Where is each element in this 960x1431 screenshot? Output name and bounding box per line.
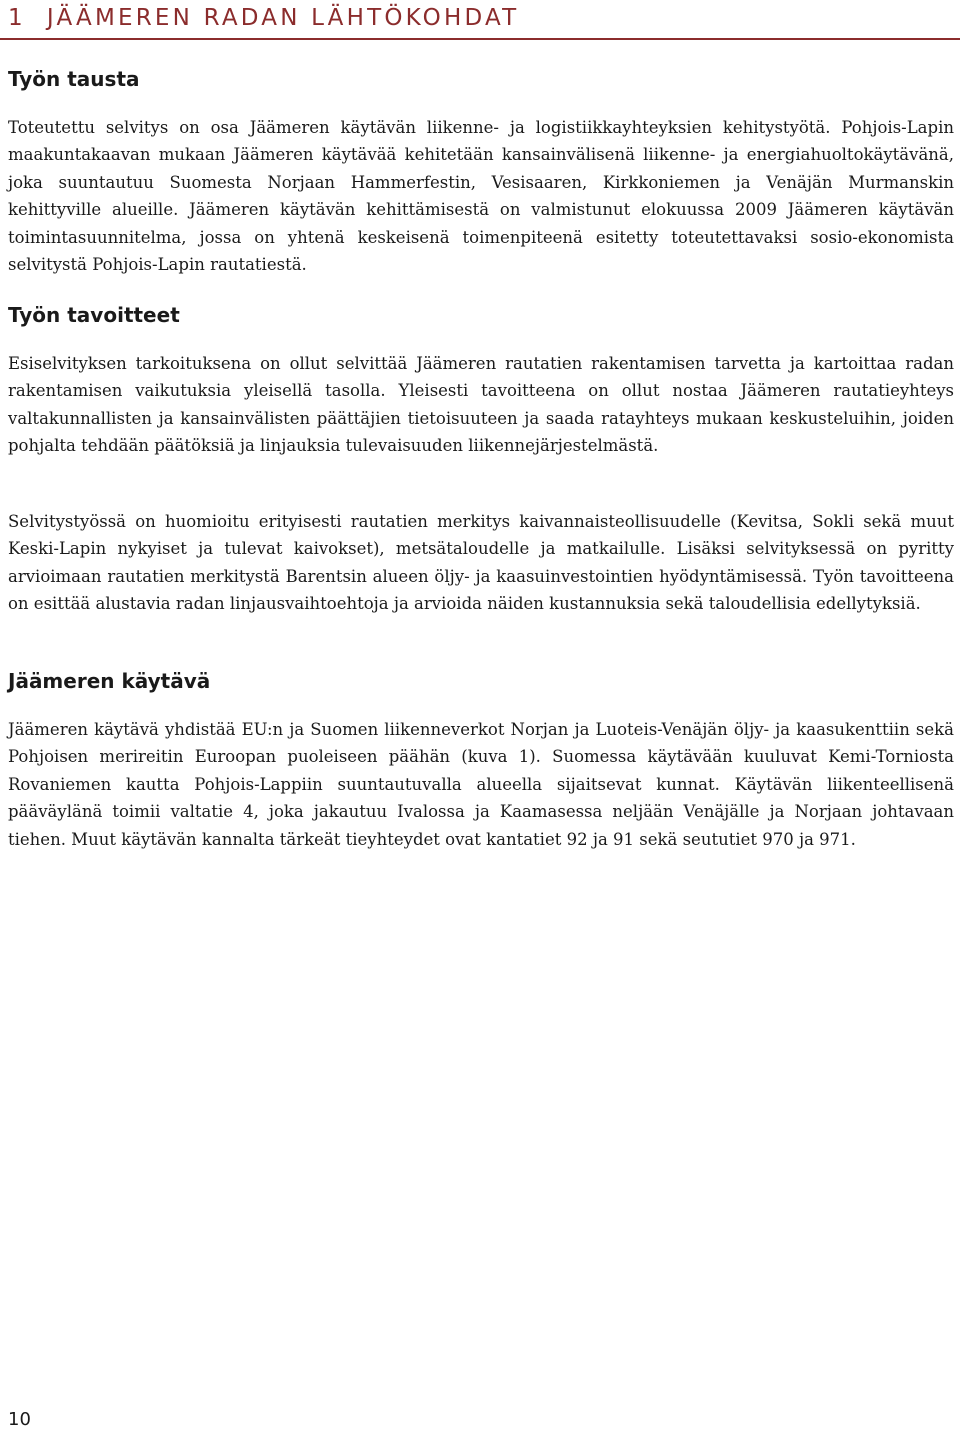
- chapter-heading: [8, 4, 952, 32]
- paragraph-tyon-tavoitteet-2: Selvitystyössä on huomioitu erityisesti rautatien merkitys kaivannaisteollisuudelle (Kevitsa, Sokli sekä muut Keski-Lapin nykyiset ja tulevat kaivokset), metsätaloudelle ja matkailulle. Lisäksi selvityksessä on pyritty arvioimaan rautatien merkitystä Barentsin alueen öljy- ja kaasuinvestointien hyödyntämisessä. Työn tavoitteena on esittää alustavia radan linjausvaihtoehtoja ja arvioida näiden kustannuksia sekä taloudellisia edellytyksiä.: [8, 512, 954, 614]
- chapter-rule: [0, 38, 960, 40]
- paragraph-tyon-tausta: Toteutettu selvitys on osa Jäämeren käytävän liikenne- ja logistiikkayhteyksien kehitystyötä. Pohjois-Lapin maakuntakaavan mukaan Jäämeren käytävää kehitetään kansainvälisenä liikenne- ja energiahuoltokäytävänä, joka suuntautuu Suomesta Norjaan Hammerfestin, Vesisaaren, Kirkkoniemen ja Venäjän Murmanskin kehittyville alueille. Jäämeren käytävän kehittämisestä on valmistunut elokuussa 2009 Jäämeren käytävän toimintasuunnitelma, jossa on yhtenä keskeisenä toimenpiteenä esitetty toteutettavaksi sosio-ekonomista selvitystä Pohjois-Lapin rautatiestä.: [8, 118, 954, 275]
- section-heading-jaameren-kaytava: Jäämeren käytävä: [8, 669, 211, 693]
- paragraph-tyon-tavoitteet-1: Esiselvityksen tarkoituksena on ollut selvittää Jäämeren rautatien rakentamisen tarvetta ja kartoittaa radan rakentamisen vaikutuksia yleisellä tasolla. Yleisesti tavoitteena on ollut nostaa Jäämeren rautatieyhteys valtakunnallisten ja kansainvälisten päättäjien tietoisuuteen ja saada ratayhteys mukaan keskusteluihin, joiden pohjalta tehdään päätöksiä ja linjauksia tulevaisuuden liikennejärjestelmästä.: [8, 354, 954, 456]
- chapter-title: JÄÄMEREN RADAN LÄHTÖKOHDAT: [46, 5, 520, 31]
- section-heading-tyon-tausta: Työn tausta: [8, 67, 140, 91]
- page-number: 10: [8, 1409, 31, 1430]
- chapter-number: 1: [8, 5, 26, 31]
- paragraph-jaameren-kaytava: Jäämeren käytävä yhdistää EU:n ja Suomen liikenneverkot Norjan ja Luoteis-Venäjän öljy- ja kaasukenttiin sekä Pohjoisen merireitin Euroopan puoleiseen päähän (kuva 1). Suomessa käytävään kuuluvat Kemi-Torniosta Rovaniemen kautta Pohjois-Lappiin suuntautuvalla alueella sijaitsevat kunnat. Käytävän liikenteellisenä pääväylänä toimii valtatie 4, joka jakautuu Ivalossa ja Kaamasessa neljään Venäjälle ja Norjaan johtavaan tiehen. Muut käytävän kannalta tärkeät tieyhteydet ovat kantatiet 92 ja 91 sekä seututiet 970 ja 971.: [8, 720, 954, 849]
- section-heading-tyon-tavoitteet: Työn tavoitteet: [8, 303, 180, 327]
